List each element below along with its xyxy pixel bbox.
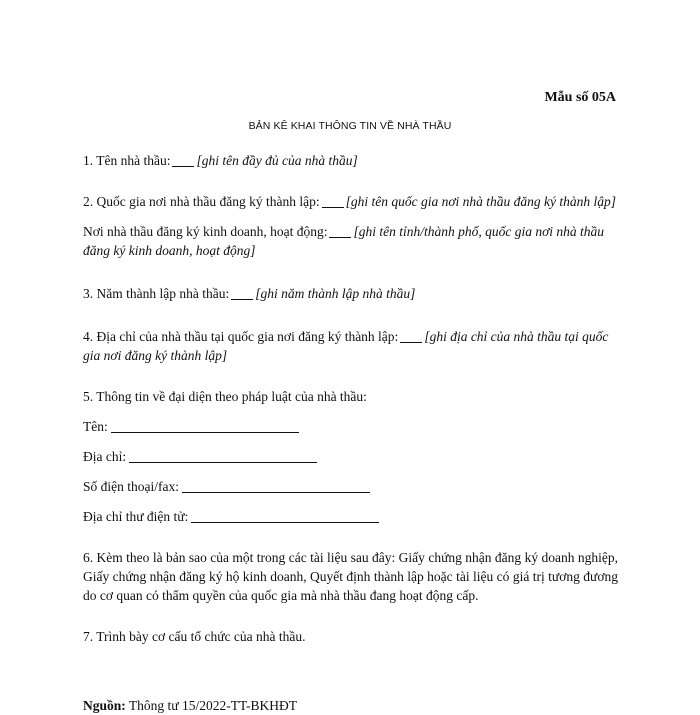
field-label: Địa chỉ thư điện tử: <box>83 509 189 524</box>
fill-blank <box>191 509 379 523</box>
field-label: Địa chỉ: <box>83 449 127 464</box>
item-label: 2. Quốc gia nơi nhà thầu đăng ký thành lập: <box>83 194 320 209</box>
item-label: 4. Địa chỉ của nhà thầu tại quốc gia nơi đăng ký thành lập: <box>83 329 399 344</box>
fill-blank <box>400 329 422 343</box>
document-title: BẢN KÊ KHAI THÔNG TIN VỀ NHÀ THẦU <box>248 120 452 132</box>
source-line <box>83 696 618 715</box>
representative-address-line <box>83 447 618 466</box>
fill-blank <box>231 286 253 300</box>
field-label: Số điện thoại/fax: <box>83 479 179 494</box>
representative-email-line <box>83 507 618 526</box>
fill-blank <box>172 153 194 167</box>
representative-name-line <box>83 417 618 436</box>
item-label: Nơi nhà thầu đăng ký kinh doanh, hoạt động: <box>83 224 328 239</box>
item-hint: [ghi địa chỉ của nhà thầu tại quốc gia nơi đăng ký thành lập] <box>83 329 609 363</box>
document-body <box>83 151 618 715</box>
item-hint: [ghi tên đầy đủ của nhà thầu] <box>196 153 358 168</box>
form-code: Mẫu số 05A <box>544 90 616 105</box>
item-representative-heading: 5. Thông tin về đại diện theo pháp luật của nhà thầu: <box>83 389 367 404</box>
item-label: 1. Tên nhà thầu: <box>83 153 171 168</box>
item-organization: 7. Trình bày cơ cấu tổ chức của nhà thầu. <box>83 629 306 644</box>
item-business-place <box>83 222 618 260</box>
item-contractor-name <box>83 151 618 170</box>
item-founded-year <box>83 284 618 303</box>
field-label: Tên: <box>83 419 108 434</box>
item-address <box>83 327 618 365</box>
item-label: 3. Năm thành lập nhà thầu: <box>83 286 230 301</box>
source-label: Nguồn: <box>83 698 126 713</box>
fill-blank <box>322 194 344 208</box>
fill-blank <box>129 449 317 463</box>
fill-blank <box>182 479 370 493</box>
source-value: Thông tư 15/2022-TT-BKHĐT <box>128 698 297 713</box>
item-hint: [ghi tên quốc gia nơi nhà thầu đăng ký thành lập] <box>345 194 617 209</box>
item-hint: [ghi tên tỉnh/thành phố, quốc gia nơi nhà thầu đăng ký kinh doanh, hoạt động] <box>83 224 605 258</box>
item-registration-country <box>83 192 618 211</box>
fill-blank <box>111 419 299 433</box>
item-hint: [ghi năm thành lập nhà thầu] <box>255 286 416 301</box>
representative-phone-line <box>83 477 618 496</box>
item-attachments: 6. Kèm theo là bản sao của một trong các tài liệu sau đây: Giấy chứng nhận đăng ký doanh nghiệp, Giấy chứng nhận đăng ký hộ kinh doanh, Quyết định thành lập hoặc tài liệu có giá trị tương đương do cơ quan có thẩm quyền của quốc gia mà nhà thầu đang hoạt động cấp. <box>83 550 618 603</box>
fill-blank <box>329 224 351 238</box>
